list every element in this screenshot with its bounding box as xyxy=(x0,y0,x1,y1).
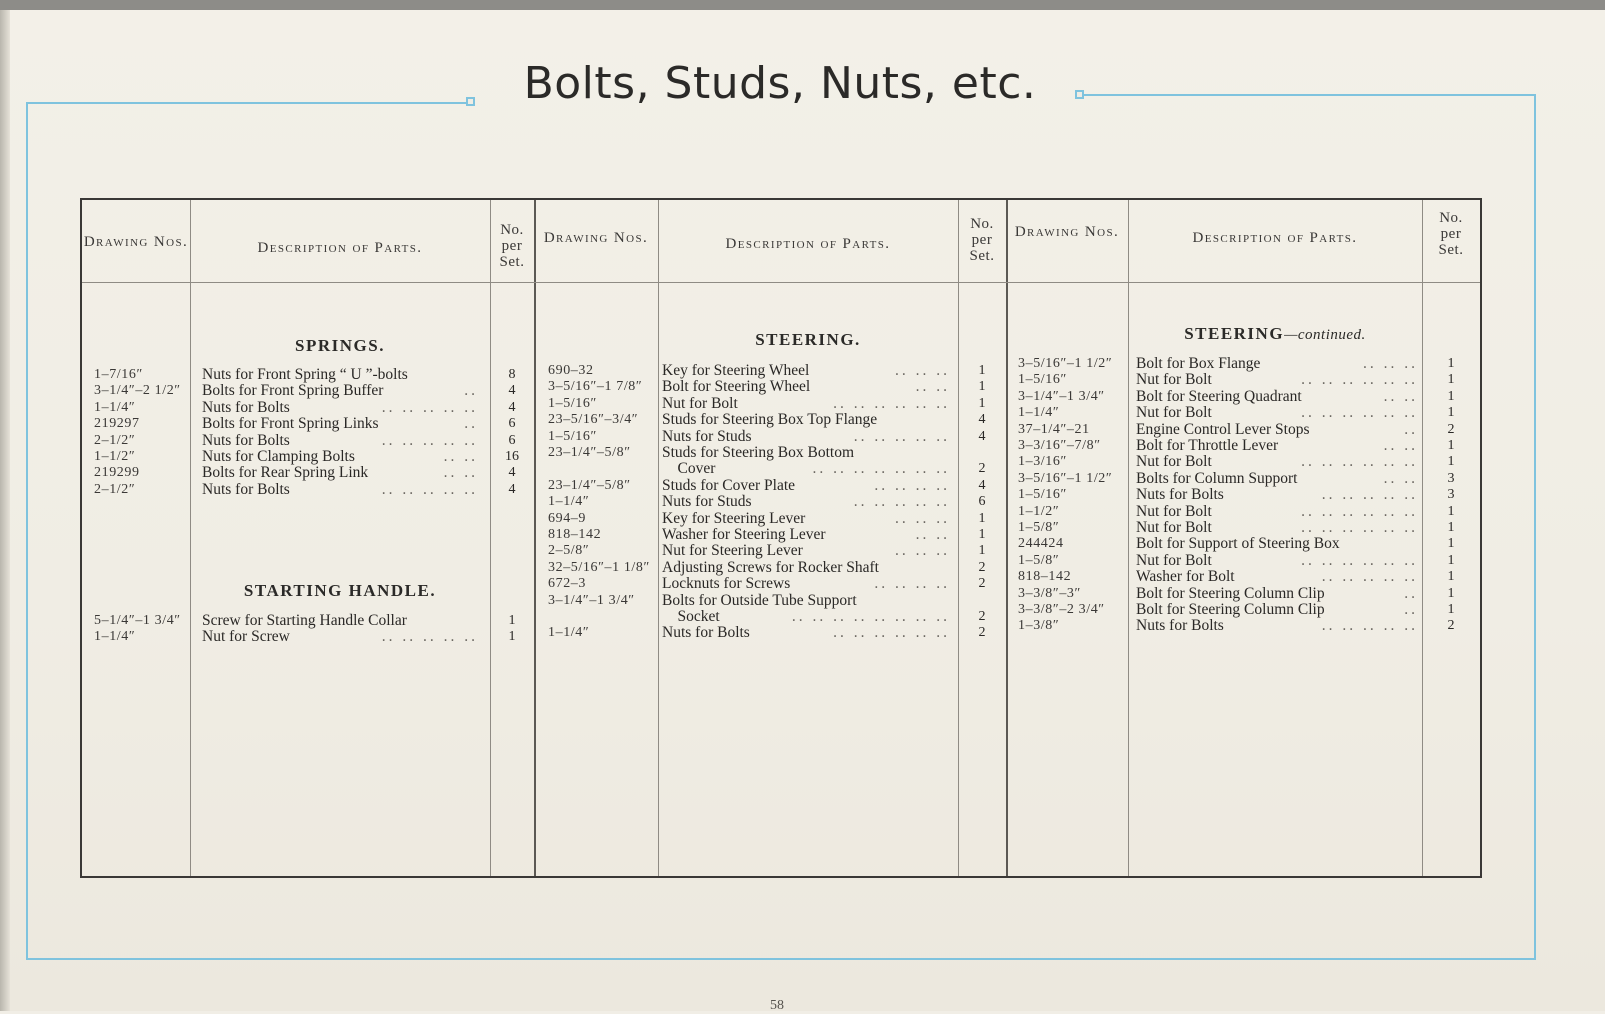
part-description-text: Washer for Steering Lever xyxy=(662,526,826,543)
quantity-per-set: 1 xyxy=(1447,602,1455,617)
part-description-text: Key for Steering Wheel xyxy=(662,362,810,379)
part-description xyxy=(1136,486,1418,503)
quantity-per-set: 4 xyxy=(978,412,986,428)
quantity-per-set: 1 xyxy=(978,510,986,526)
drawing-number: 1–1/4″ xyxy=(94,399,136,415)
part-description xyxy=(1136,585,1418,602)
part-description-text: Studs for Steering Box Top Flange xyxy=(662,411,878,429)
part-description-text: Nut for Bolt xyxy=(1136,371,1212,389)
section-title-steering-continued xyxy=(1128,324,1422,344)
part-description xyxy=(1136,355,1418,372)
header-per-set-2: per xyxy=(1440,226,1462,242)
page-top-edge xyxy=(0,0,1605,10)
frame-left xyxy=(26,102,28,960)
page-title: Bolts, Studs, Nuts, etc. xyxy=(523,58,1037,109)
part-description-text: Nuts for Bolts xyxy=(202,480,290,498)
part-description-text: Key for Steering Lever xyxy=(662,509,806,527)
leader-dots: .. .. .. xyxy=(1363,355,1418,372)
part-description-text: Adjusting Screws for Rocker Shaft xyxy=(662,558,879,576)
table-row xyxy=(82,404,1480,421)
quantity-per-set: 1 xyxy=(1447,405,1455,421)
page-spine-shadow xyxy=(0,10,10,1011)
quantity-per-set: 1 xyxy=(978,395,986,411)
drawing-number: 2–1/2″ xyxy=(94,432,136,448)
drawing-number: 2–1/2″ xyxy=(94,481,136,497)
table-row xyxy=(82,552,1480,569)
part-description xyxy=(1136,404,1418,421)
drawing-number: 3–3/8″–3″ xyxy=(1018,585,1081,601)
table-row xyxy=(82,486,1480,503)
section-title-continued: —continued. xyxy=(1284,327,1366,343)
drawing-number: 1–1/2″ xyxy=(94,449,136,464)
quantity-per-set: 1 xyxy=(978,527,986,542)
section-title-springs: SPRINGS. xyxy=(295,336,385,355)
drawing-number: 1–1/2″ xyxy=(1018,503,1060,519)
quantity-per-set: 2 xyxy=(1447,421,1455,437)
quantity-per-set: 1 xyxy=(1447,356,1455,371)
part-description-text: Bolts for Rear Spring Link xyxy=(202,464,369,482)
header-per-set-2: per xyxy=(501,238,523,254)
part-description-text: Bolt for Support of Steering Box xyxy=(1136,535,1340,553)
leader-dots: .. .. .. .. .. xyxy=(853,493,950,511)
header-drawing-nos: Drawing Nos. xyxy=(543,230,649,246)
table-row xyxy=(82,617,1480,634)
drawing-number: 1–5/16″ xyxy=(548,428,597,444)
part-description-text: Bolt for Steering Column Clip xyxy=(1136,601,1325,618)
part-description-text: Bolts for Column Support xyxy=(1136,469,1298,487)
table-row xyxy=(82,601,1480,618)
leader-dots: .. .. .. xyxy=(895,362,950,379)
leader-dots: .. xyxy=(464,382,478,400)
frame-right xyxy=(1534,94,1536,958)
quantity-per-set: 2 xyxy=(978,576,986,592)
drawing-number: 2–5/8″ xyxy=(548,543,590,559)
part-description-text: Studs for Steering Box Bottom xyxy=(662,444,855,461)
part-description-text: Nuts for Bolts xyxy=(1136,617,1224,635)
header-per-set-1: No. xyxy=(970,216,994,232)
drawing-number: 23–1/4″–5/8″ xyxy=(548,445,631,460)
part-description-text: Locknuts for Screws xyxy=(662,575,791,593)
drawing-number: 1–3/8″ xyxy=(1018,618,1060,634)
part-description-text: Nuts for Bolts xyxy=(202,431,290,449)
part-description-text: Engine Control Lever Stops xyxy=(1136,420,1310,438)
part-description-text: Socket xyxy=(662,608,720,625)
drawing-number: 23–1/4″–5/8″ xyxy=(548,477,631,493)
drawing-number: 1–5/16″ xyxy=(1018,372,1067,388)
part-description-text: Bolt for Steering Wheel xyxy=(662,378,811,396)
drawing-number: 3–5/16″–1 7/8″ xyxy=(548,379,643,395)
leader-dots: .. .. .. xyxy=(895,542,950,560)
leader-dots: .. .. xyxy=(1383,437,1418,454)
leader-dots: .. .. .. .. .. .. xyxy=(1301,519,1418,536)
quantity-per-set: 1 xyxy=(1447,520,1455,535)
frame-node-left xyxy=(466,97,475,106)
quantity-per-set: 4 xyxy=(508,383,516,399)
part-description-text: Nut for Bolt xyxy=(1136,502,1212,520)
part-description-text: Nut for Screw xyxy=(202,628,290,646)
quantity-per-set: 3 xyxy=(1447,487,1455,503)
part-description-text: Bolt for Steering Quadrant xyxy=(1136,387,1302,405)
drawing-number: 672–3 xyxy=(548,576,586,592)
drawing-number: 37–1/4″–21 xyxy=(1018,421,1090,437)
drawing-number: 1–5/8″ xyxy=(1018,552,1060,568)
drawing-number: 1–5/16″ xyxy=(548,395,597,411)
header-description: Description of Parts. xyxy=(1192,230,1358,246)
leader-dots: .. .. .. .. .. xyxy=(853,427,950,445)
leader-dots: .. .. .. .. .. xyxy=(1321,617,1418,635)
part-description-text: Nuts for Bolts xyxy=(662,624,750,642)
header-drawing-nos: Drawing Nos. xyxy=(1014,224,1120,240)
part-description-text: Bolts for Outside Tube Support xyxy=(662,591,857,609)
leader-dots: .. .. .. .. .. .. xyxy=(1301,404,1418,422)
leader-dots: .. xyxy=(464,415,478,433)
part-description xyxy=(1136,470,1418,487)
quantity-per-set: 1 xyxy=(1447,552,1455,568)
quantity-per-set: 4 xyxy=(508,465,516,481)
part-description-text: Studs for Cover Plate xyxy=(662,476,796,494)
header-drawing-nos: Drawing Nos. xyxy=(83,234,189,250)
table-row xyxy=(82,568,1480,585)
quantity-per-set: 1 xyxy=(1447,454,1455,470)
quantity-per-set: 6 xyxy=(508,432,516,448)
table-row xyxy=(82,388,1480,405)
header-per-set-1: No. xyxy=(500,222,524,238)
quantity-per-set: 1 xyxy=(508,613,516,628)
quantity-per-set: 6 xyxy=(978,494,986,510)
part-description xyxy=(1136,617,1418,634)
leader-dots: .. .. .. .. .. .. xyxy=(1301,551,1418,569)
part-description xyxy=(1136,519,1418,536)
leader-dots: .. .. .. .. .. xyxy=(381,480,478,498)
part-description-text: Screw for Starting Handle Collar xyxy=(202,612,407,629)
drawing-number: 3–1/4″–1 3/4″ xyxy=(548,592,635,608)
part-description-text: Nut for Bolt xyxy=(1136,453,1212,471)
quantity-per-set: 1 xyxy=(978,543,986,559)
part-description xyxy=(1136,601,1418,618)
frame-bottom xyxy=(26,958,1536,960)
part-description-text: Nuts for Studs xyxy=(662,493,752,511)
drawing-number: 818–142 xyxy=(1018,569,1072,585)
header-per-set-3: Set. xyxy=(499,254,525,270)
leader-dots: .. .. .. .. .. xyxy=(1321,568,1418,586)
part-description-text: Nut for Bolt xyxy=(662,394,738,412)
frame-top-right xyxy=(1084,94,1536,96)
part-description-text: Nuts for Clamping Bolts xyxy=(202,448,355,465)
leader-dots: .. .. .. .. .. .. xyxy=(1301,502,1418,520)
quantity-per-set: 16 xyxy=(505,449,519,464)
quantity-per-set: 4 xyxy=(978,428,986,444)
part-description-text: Nuts for Bolts xyxy=(202,398,290,416)
quantity-per-set: 1 xyxy=(978,379,986,395)
part-description xyxy=(1136,552,1418,569)
quantity-per-set: 1 xyxy=(1447,438,1455,453)
drawing-number: 1–1/4″ xyxy=(548,625,590,641)
leader-dots: .. .. .. .. .. xyxy=(381,398,478,416)
quantity-per-set: 4 xyxy=(508,481,516,497)
part-description-text: Nut for Steering Lever xyxy=(662,542,803,560)
header-per-set xyxy=(490,222,534,270)
part-description xyxy=(1136,388,1418,405)
quantity-per-set: 1 xyxy=(1447,388,1455,404)
drawing-number: 23–5/16″–3/4″ xyxy=(548,412,639,428)
section-title-steering-main: STEERING xyxy=(1184,324,1285,343)
table-row xyxy=(82,503,1480,520)
drawing-number: 3–3/8″–2 3/4″ xyxy=(1018,602,1105,617)
drawing-number: 1–7/16″ xyxy=(94,367,143,382)
leader-dots: .. .. .. .. xyxy=(874,575,950,593)
part-description-text: Nut for Bolt xyxy=(1136,404,1212,422)
drawing-number: 694–9 xyxy=(548,510,586,526)
frame-top-left xyxy=(26,102,467,104)
leader-dots: .. .. xyxy=(1383,469,1418,487)
leader-dots: .. .. xyxy=(1383,387,1418,405)
leader-dots: .. .. xyxy=(443,448,478,465)
leader-dots: .. .. .. .. .. .. xyxy=(1301,453,1418,471)
leader-dots: .. .. .. .. .. xyxy=(381,628,478,646)
leader-dots: .. .. xyxy=(915,526,950,543)
table-row xyxy=(82,371,1480,388)
quantity-per-set: 1 xyxy=(1447,569,1455,585)
part-description xyxy=(1136,535,1418,552)
drawing-number: 1–3/16″ xyxy=(1018,454,1067,470)
quantity-per-set: 1 xyxy=(1447,372,1455,388)
table-row xyxy=(82,355,1480,372)
drawing-number: 5–1/4″–1 3/4″ xyxy=(94,613,181,628)
header-per-set-3: Set. xyxy=(969,248,995,264)
drawing-number: 1–1/4″ xyxy=(1018,405,1060,421)
drawing-number: 1–1/4″ xyxy=(548,494,590,510)
drawing-number: 219297 xyxy=(94,416,140,432)
part-description-text: Bolts for Front Spring Buffer xyxy=(202,382,384,400)
leader-dots: .. xyxy=(1404,584,1418,602)
drawing-number: 3–3/16″–7/8″ xyxy=(1018,438,1101,453)
drawing-number: 3–1/4″–2 1/2″ xyxy=(94,383,181,399)
quantity-per-set: 4 xyxy=(508,399,516,415)
table-row xyxy=(82,535,1480,552)
header-description: Description of Parts. xyxy=(257,240,423,256)
table-row xyxy=(82,585,1480,602)
leader-dots: .. .. xyxy=(915,378,950,396)
table-row xyxy=(82,519,1480,536)
header-description: Description of Parts. xyxy=(725,236,891,252)
leader-dots: .. .. .. xyxy=(895,509,950,527)
drawing-number: 1–5/16″ xyxy=(1018,487,1067,503)
header-per-set-1: No. xyxy=(1439,210,1463,226)
table-row xyxy=(82,421,1480,438)
part-description-text: Nut for Bolt xyxy=(1136,551,1212,569)
leader-dots: .. .. .. .. .. xyxy=(381,431,478,449)
header-per-set xyxy=(1422,210,1480,258)
header-per-set xyxy=(958,216,1006,264)
section-title-starting-handle: STARTING HANDLE. xyxy=(243,581,437,600)
quantity-per-set: 2 xyxy=(1447,618,1455,634)
part-description xyxy=(1136,453,1418,470)
leader-dots: .. xyxy=(1404,420,1418,438)
header-per-set-2: per xyxy=(971,232,993,248)
part-description-text: Washer for Bolt xyxy=(1136,568,1235,586)
part-description-text: Bolt for Throttle Lever xyxy=(1136,437,1279,454)
quantity-per-set: 1 xyxy=(978,363,986,378)
quantity-per-set: 2 xyxy=(978,559,986,575)
drawing-number: 3–5/16″–1 1/2″ xyxy=(1018,470,1113,486)
leader-dots: .. .. .. .. .. .. xyxy=(833,394,950,412)
section-title-steering: STEERING. xyxy=(755,330,861,349)
quantity-per-set: 4 xyxy=(978,477,986,493)
part-description-text: Bolts for Front Spring Links xyxy=(202,415,379,433)
quantity-per-set: 3 xyxy=(1447,470,1455,486)
part-description xyxy=(1136,437,1418,454)
header-per-set-3: Set. xyxy=(1438,242,1464,258)
quantity-per-set: 1 xyxy=(1447,503,1455,519)
drawing-number: 1–5/8″ xyxy=(1018,520,1060,535)
quantity-per-set: 2 xyxy=(978,609,986,624)
quantity-per-set: 1 xyxy=(1447,536,1455,552)
part-description-text: Nuts for Front Spring “ U ”-bolts xyxy=(202,366,408,383)
leader-dots: .. .. .. .. .. .. xyxy=(1301,371,1418,389)
part-description-text: Nuts for Studs xyxy=(662,427,752,445)
part-description-text: Cover xyxy=(662,460,716,478)
part-description xyxy=(1136,503,1418,520)
drawing-number: 3–5/16″–1 1/2″ xyxy=(1018,356,1113,371)
leader-dots: .. xyxy=(1404,601,1418,618)
part-description-text: Nut for Bolt xyxy=(1136,519,1212,536)
drawing-number: 1–1/4″ xyxy=(94,629,136,645)
drawing-number: 219299 xyxy=(94,465,140,481)
leader-dots: .. .. .. .. .. .. .. .. xyxy=(791,608,950,625)
quantity-per-set: 6 xyxy=(508,416,516,432)
quantity-per-set: 8 xyxy=(508,367,516,382)
drawing-number: 690–32 xyxy=(548,363,594,378)
part-description-text: Bolt for Steering Column Clip xyxy=(1136,584,1325,602)
header-rule xyxy=(82,282,1480,283)
leader-dots: .. .. .. .. .. xyxy=(1321,486,1418,504)
table-row xyxy=(82,453,1480,470)
page-number: 58 xyxy=(770,998,784,1013)
leader-dots: .. .. xyxy=(443,464,478,482)
part-description-text: Nuts for Bolts xyxy=(1136,486,1224,504)
leader-dots: .. .. .. .. .. .. .. xyxy=(812,460,950,478)
table-row xyxy=(82,437,1480,454)
drawing-number: 3–1/4″–1 3/4″ xyxy=(1018,388,1105,404)
drawing-number: 818–142 xyxy=(548,527,602,542)
quantity-per-set: 2 xyxy=(978,461,986,477)
drawing-number: 244424 xyxy=(1018,536,1064,552)
part-description-text: Bolt for Box Flange xyxy=(1136,355,1261,372)
quantity-per-set: 1 xyxy=(508,629,516,645)
table-row xyxy=(82,470,1480,487)
parts-table xyxy=(80,198,1482,878)
leader-dots: .. .. .. .. .. .. xyxy=(833,624,950,642)
part-description xyxy=(1136,371,1418,388)
frame-node-right xyxy=(1075,90,1084,99)
leader-dots: .. .. .. .. xyxy=(874,476,950,494)
part-description xyxy=(1136,421,1418,438)
quantity-per-set: 2 xyxy=(978,625,986,641)
part-description xyxy=(1136,568,1418,585)
drawing-number: 32–5/16″–1 1/8″ xyxy=(548,559,650,575)
quantity-per-set: 1 xyxy=(1447,585,1455,601)
